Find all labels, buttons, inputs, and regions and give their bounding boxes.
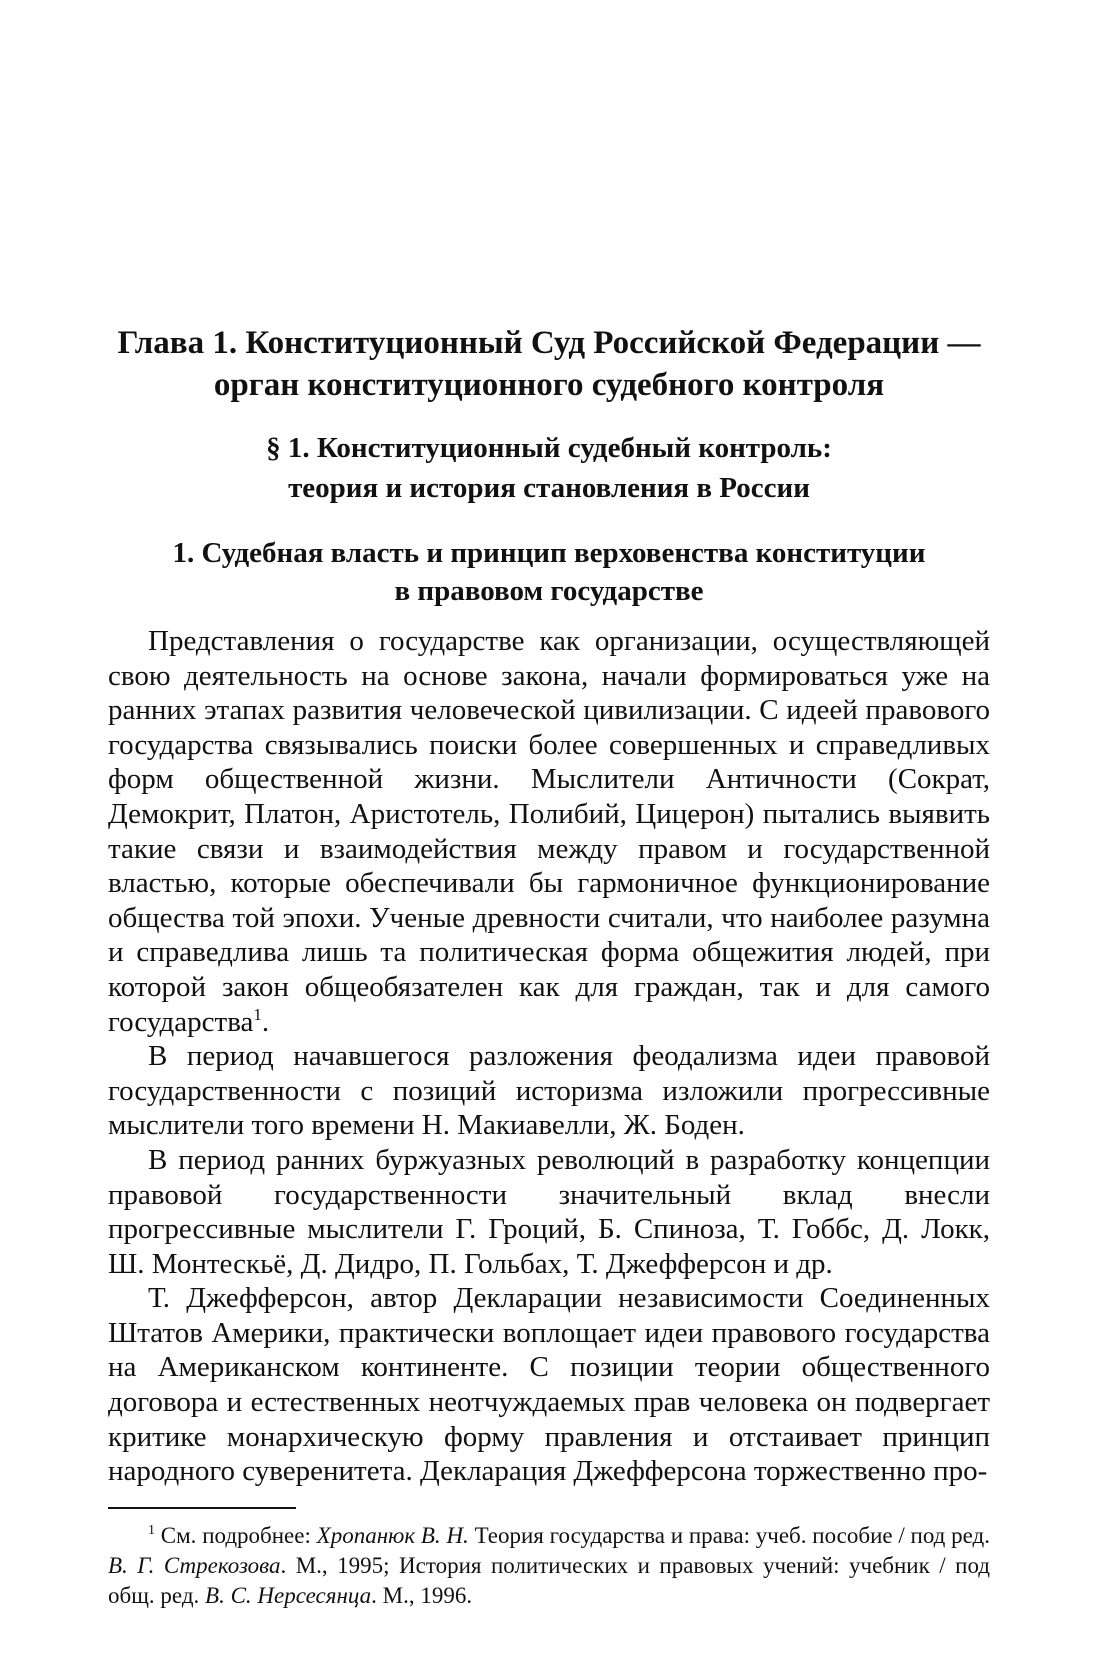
footnote-divider	[108, 1507, 296, 1509]
paragraph-1-tail: .	[261, 1005, 270, 1038]
footnote-marker: 1	[148, 1522, 155, 1538]
book-page	[108, 322, 990, 1634]
footnote-text-1: См. подробнее:	[160, 1522, 317, 1548]
paragraph-4: Т. Джефферсон, автор Декларации независимости Соединенных Штатов Америки, практически воплощает идеи правового государства на Американском континенте. С позиции теории общественного договора и естественных неотчуждаемых прав человека он подвергает критике монархическую форму правления и отстаивает принцип народного суверенитета. Декларация Джефферсона торжественно про-	[108, 1282, 990, 1488]
footnote-text-3: . М., 1995; История политических и правовых учений: учебник / под общ. ред.	[108, 1552, 991, 1608]
subsection-title-line-2: в правовом государстве	[394, 575, 704, 607]
subsection-title	[108, 534, 990, 610]
chapter-title-line-2: орган конституционного судебного контроля	[213, 367, 885, 403]
body-text	[108, 624, 990, 1489]
section-title	[108, 428, 990, 508]
chapter-title	[108, 322, 990, 406]
paragraph-1-text: Представления о государстве как организации, осуществляющей свою деятельность на основе закона, начали формироваться уже на ранних этапах развития человеческой цивилизации. С идеей правового государства связывались поиски более совершенных и справедливых форм общественной жизни. Мыслители Античности (Сократ, Демокрит, Платон, Аристотель, Полибий, Цицерон) пытались выявить такие связи и взаимодействия между правом и государственной властью, которые обеспечивали бы гармоничное функционирование общества той эпохи. Ученые древности считали, что наиболее разумна и справедлива лишь та политическая форма общежития людей, при которой закон общеобязателен как для граждан, так и для самого государства	[108, 625, 990, 1038]
footnote-text-4: . М., 1996.	[371, 1582, 473, 1608]
footnote-text-2: Теория государства и права: учеб. пособие / под ред.	[468, 1522, 991, 1548]
paragraph-1	[108, 624, 990, 1039]
subsection-title-line-1: 1. Судебная власть и принцип верховенства конституции	[172, 537, 926, 569]
paragraph-3: В период ранних буржуазных революций в разработку концепции правовой государственности значительный вклад внесли прогрессивные мыслители Г. Гроций, Б. Спиноза, Т. Гоббс, Д. Локк, Ш. Монтескьё, Д. Дидро, П. Гольбах, Т. Джефферсон и др.	[108, 1143, 990, 1280]
footnote-author-1: Хропанюк В. Н.	[316, 1522, 469, 1548]
footnote-author-2: В. Г. Стрекозова	[108, 1552, 281, 1578]
section-title-line-2: теория и история становления в России	[288, 472, 810, 504]
paragraph-2: В период начавшегося разложения феодализма идеи правовой государственности с позиций историзма изложили прогрессивные мыслители того времени Н. Макиавелли, Ж. Боден.	[108, 1040, 990, 1142]
section-title-line-1: § 1. Конституционный судебный контроль:	[266, 432, 832, 464]
footnote-author-3: В. С. Нерсесянца	[205, 1582, 372, 1608]
chapter-title-line-1: Глава 1. Конституционный Суд Российской Федерации —	[117, 325, 981, 361]
footnote-reference-1: 1	[253, 1004, 262, 1024]
footnote	[108, 1521, 990, 1611]
